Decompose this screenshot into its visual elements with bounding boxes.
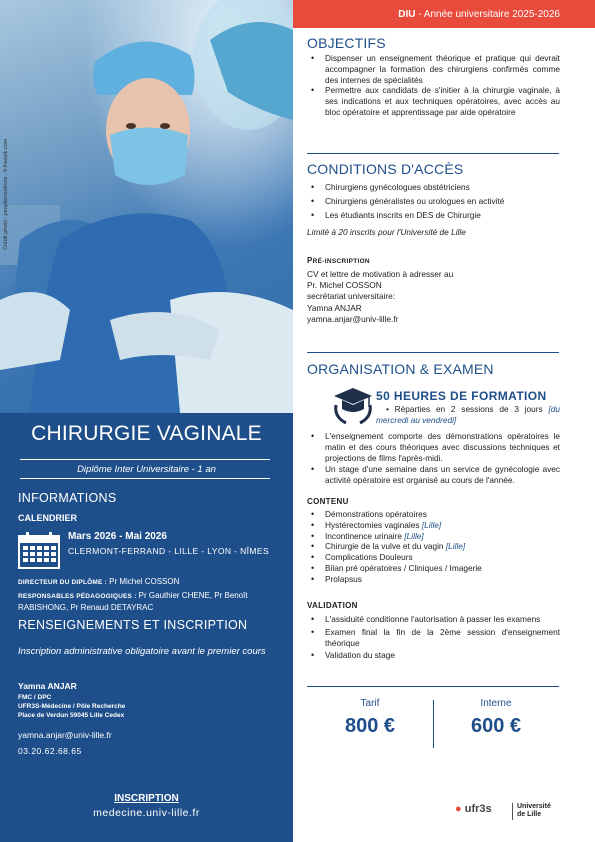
organisation-heading: ORGANISATION & EXAMEN	[307, 361, 494, 377]
photo-credit	[3, 240, 9, 250]
contact-phone: 03.20.62.68.65	[18, 746, 82, 756]
contact-block	[18, 682, 125, 720]
universite-lille-logo	[517, 803, 551, 819]
list-item: • L'enseignement comporte des démonstrations opératoires le matin et des cours théoriques avec discussions techniques et projections de films l'après-midi.	[308, 431, 560, 463]
conditions-list	[308, 182, 560, 220]
inscription-link[interactable]: INSCRIPTION	[114, 793, 179, 804]
list-item: • Complications Douleurs	[308, 552, 560, 563]
informations-heading: INFORMATIONS	[18, 491, 117, 505]
tarif-price: 800 €	[344, 715, 396, 737]
validation-list	[308, 614, 560, 661]
contact-line: FMC / DPC	[18, 694, 52, 701]
responsables-names: Pr Gauthier CHENE, Pr Benoît RABISHONG, Pr Renaud DETAYRAC	[18, 591, 248, 612]
list-item: • Validation du stage	[308, 650, 560, 661]
divider	[307, 686, 559, 687]
director-row	[18, 576, 273, 588]
sessions-days: [du mercredi au vendredi]	[376, 404, 560, 425]
tarif-label: Tarif	[360, 698, 380, 709]
top-banner	[293, 0, 595, 28]
academic-year	[398, 9, 560, 20]
logos	[455, 803, 570, 821]
pre-inscription-label	[307, 256, 370, 265]
pre-label-rest: RÉ-INSCRIPTION	[312, 258, 370, 265]
divider	[307, 153, 559, 154]
divider	[20, 478, 270, 479]
list-item: • Dispenser un enseignement théorique et pratique qui devrait accompagner la formation des chirurgiens confirmés comme des internes de spécialités	[308, 53, 560, 85]
left-panel	[0, 0, 293, 842]
responsables-row	[18, 590, 273, 613]
organisation-list	[308, 431, 560, 486]
inscription-url-link[interactable]: medecine.univ-lille.fr	[93, 807, 200, 819]
pre-line: secrétariat universitaire:	[307, 291, 396, 302]
lille-line: Université	[517, 803, 551, 810]
ufr3s-logo	[455, 803, 492, 815]
list-item: • Hystérectomies vaginales [Lille]	[308, 520, 560, 531]
renseignements-heading: RENSEIGNEMENTS ET INSCRIPTION	[18, 618, 248, 632]
objectifs-list	[308, 53, 560, 118]
sessions-text: • Réparties en 2 sessions de 3 jours [du mercredi au vendredi]	[376, 404, 560, 425]
list-item: • Bilan pré opératoires / Cliniques / Imagerie	[308, 563, 560, 574]
course-title: CHIRURGIE VAGINALE	[31, 422, 262, 445]
enrollment-limit: Limité à 20 inscrits pour l'Université de Lille	[307, 227, 466, 237]
calendar-icon	[18, 531, 60, 569]
conditions-heading: CONDITIONS D'ACCÈS	[307, 161, 464, 177]
pre-email-link[interactable]: yamna.anjar@univ-lille.fr	[307, 313, 399, 324]
list-item: • Examen final la fin de la 2ème session d'enseignement théorique	[308, 627, 560, 649]
pre-line: Yamna ANJAR	[307, 302, 362, 313]
director-label: DIRECTEUR DU DIPLÔME :	[18, 579, 107, 586]
contact-name: Yamna ANJAR	[18, 681, 77, 691]
list-item: • Les étudiants inscrits en DES de Chirurgie	[308, 210, 560, 221]
contact-line: Place de Verdun 59045 Lille Cedex	[18, 712, 125, 719]
contenu-list	[308, 509, 560, 585]
objectifs-heading: OBJECTIFS	[307, 35, 386, 51]
pre-line: Pr. Michel COSSON	[307, 280, 382, 291]
course-dates: Mars 2026 - Mai 2026	[68, 531, 167, 542]
list-item: • Chirurgiens généralistes ou urologues en activité	[308, 196, 560, 207]
diploma-type: Diplôme Inter Universitaire - 1 an	[77, 464, 216, 475]
pricing-block	[307, 686, 559, 752]
contact-line: UFR3S-Médecine / Pôle Recherche	[18, 703, 126, 710]
list-item: • Chirurgie de la vulve et du vagin [Lille]	[308, 541, 560, 552]
director-name: Pr Michel COSSON	[106, 577, 180, 586]
surgeon-illustration	[0, 0, 293, 413]
list-item: • Chirurgiens gynécologues obstétriciens	[308, 182, 560, 193]
tarif-column	[307, 698, 433, 738]
contenu-label: CONTENU	[307, 497, 349, 506]
lille-line: de Lille	[517, 811, 542, 818]
pre-label-initial: P	[307, 256, 313, 265]
pre-line: CV et lettre de motivation à adresser au	[307, 269, 454, 279]
pre-inscription-body	[307, 269, 453, 325]
list-item: • Prolapsus	[308, 574, 560, 585]
list-item: • Démonstrations opératoires	[308, 509, 560, 520]
calendar-label: CALENDRIER	[18, 513, 78, 523]
validation-label: VALIDATION	[307, 601, 358, 610]
hours-title: 50 HEURES DE FORMATION	[376, 389, 547, 403]
surgeon-photo	[0, 0, 293, 413]
list-item: • Incontinence urinaire [Lille]	[308, 531, 560, 542]
divider	[20, 459, 270, 460]
graduation-cap-icon	[332, 385, 374, 425]
interne-column	[433, 698, 559, 738]
ufr3s-logo-icon: ●	[455, 803, 462, 815]
divider	[307, 352, 559, 353]
divider	[512, 803, 513, 820]
interne-price: 600 €	[470, 715, 522, 737]
interne-label: Interne	[480, 698, 512, 709]
diu-label: DIU	[398, 9, 416, 20]
list-item: • Permettre aux candidats de s'initier à la chirurgie vaginale, à ses indications et aux techniques opératoires, avec accès au bloc opératoire et apprentissage par aide opératoire	[308, 85, 560, 117]
course-cities: CLERMONT-FERRAND - LILLE - LYON - NÎMES	[68, 546, 270, 556]
ufr3s-text: ufr3s	[464, 803, 492, 815]
academic-year-text: - Année universitaire 2025-2026	[415, 9, 560, 20]
contact-email-link[interactable]: yamna.anjar@univ-lille.fr	[18, 730, 112, 740]
list-item: • L'assiduité conditionne l'autorisation à passer les examens	[308, 614, 560, 625]
sessions-desc: Réparties en 2 sessions de 3 jours	[394, 404, 549, 414]
inscription-note: Inscription administrative obligatoire avant le premier cours	[18, 646, 266, 657]
responsables-label: RESPONSABLES PÉDAGOGIQUES :	[18, 593, 137, 600]
list-item: • Un stage d'une semaine dans un service de gynécologie avec activité opératoire est organisé au cours de l'année.	[308, 464, 560, 486]
